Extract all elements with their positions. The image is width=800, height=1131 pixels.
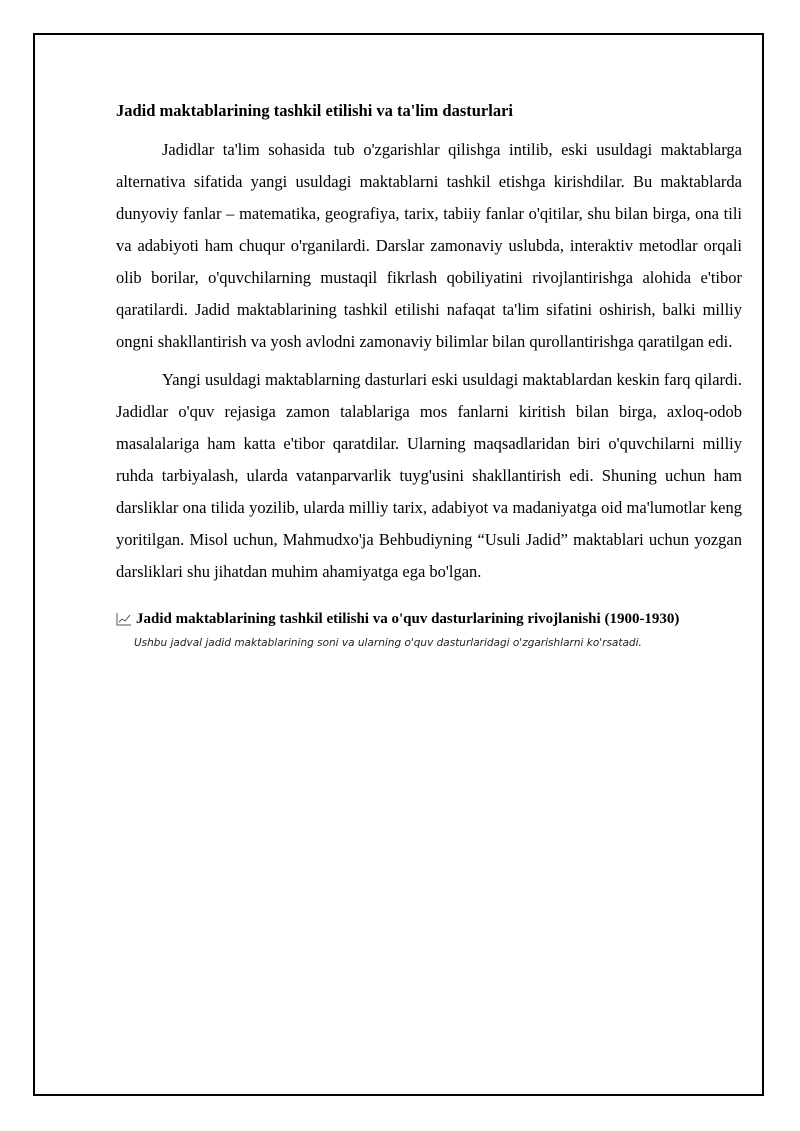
paragraph-1: Jadidlar ta'lim sohasida tub o'zgarishlar qilishga intilib, eski usuldagi maktablarga alternativa sifatida yangi usuldagi maktablarni tashkil etishga kirishdilar. Bu maktablarda dunyoviy fanlar – matematika, geografiya, tarix, tabiiy fanlar o'qitilar, shu bilan birga, ona tili va adabiyoti ham chuqur o'rganilardi. Darslar zamonaviy uslubda, interaktiv metodlar orqali olib borilar, o'quvchilarning mustaqil fikrlash qobiliyatini rivojlantirishga alohida e'tibor qaratilardi. Jadid maktablarining tashkil etilishi nafaqat ta'lim sifatini oshirish, balki milliy ongni shakllantirish va yosh avlodni zamonaviy bilimlar bilan qurollantirishga qaratilgan edi. <box>116 140 742 351</box>
line-chart-icon <box>116 612 132 626</box>
paragraph-2: Yangi usuldagi maktablarning dasturlari eski usuldagi maktablardan keskin farq qilardi. Jadidlar o'quv rejasiga zamon talablariga mos fanlarni kiritish bilan birga, axloq-odob masalalariga ham katta e'tibor qaratdilar. Ularning maqsadlaridan biri o'quvchilarni milliy ruhda tarbiyalash, ularda vatanparvarlik tuyg'usini shakllantirish edi. Shuning uchun ham darsliklar ona tilida yozilib, ularda milliy tarix, adabiyot va madaniyatga oid ma'lumotlar keng yoritilgan. Misol uchun, Mahmudxo'ja Behbudiyning “Usuli Jadid” maktablari uchun yozgan darsliklari shu jihatdan muhim ahamiyatga ega bo'lgan. <box>116 370 742 581</box>
figure-caption: Ushbu jadval jadid maktablarining soni va ularning o'quv dasturlaridagi o'zgarishlarni ko'rsatadi. <box>134 637 642 649</box>
figure-title: Jadid maktablarining tashkil etilishi va o'quv dasturlarining rivojlanishi (1900-1930) <box>136 611 680 627</box>
section-heading: Jadid maktablarining tashkil etilishi va ta'lim dasturlari <box>116 101 513 120</box>
figure-title-row <box>116 610 742 628</box>
figure-block <box>116 610 742 650</box>
document-body <box>116 100 742 650</box>
